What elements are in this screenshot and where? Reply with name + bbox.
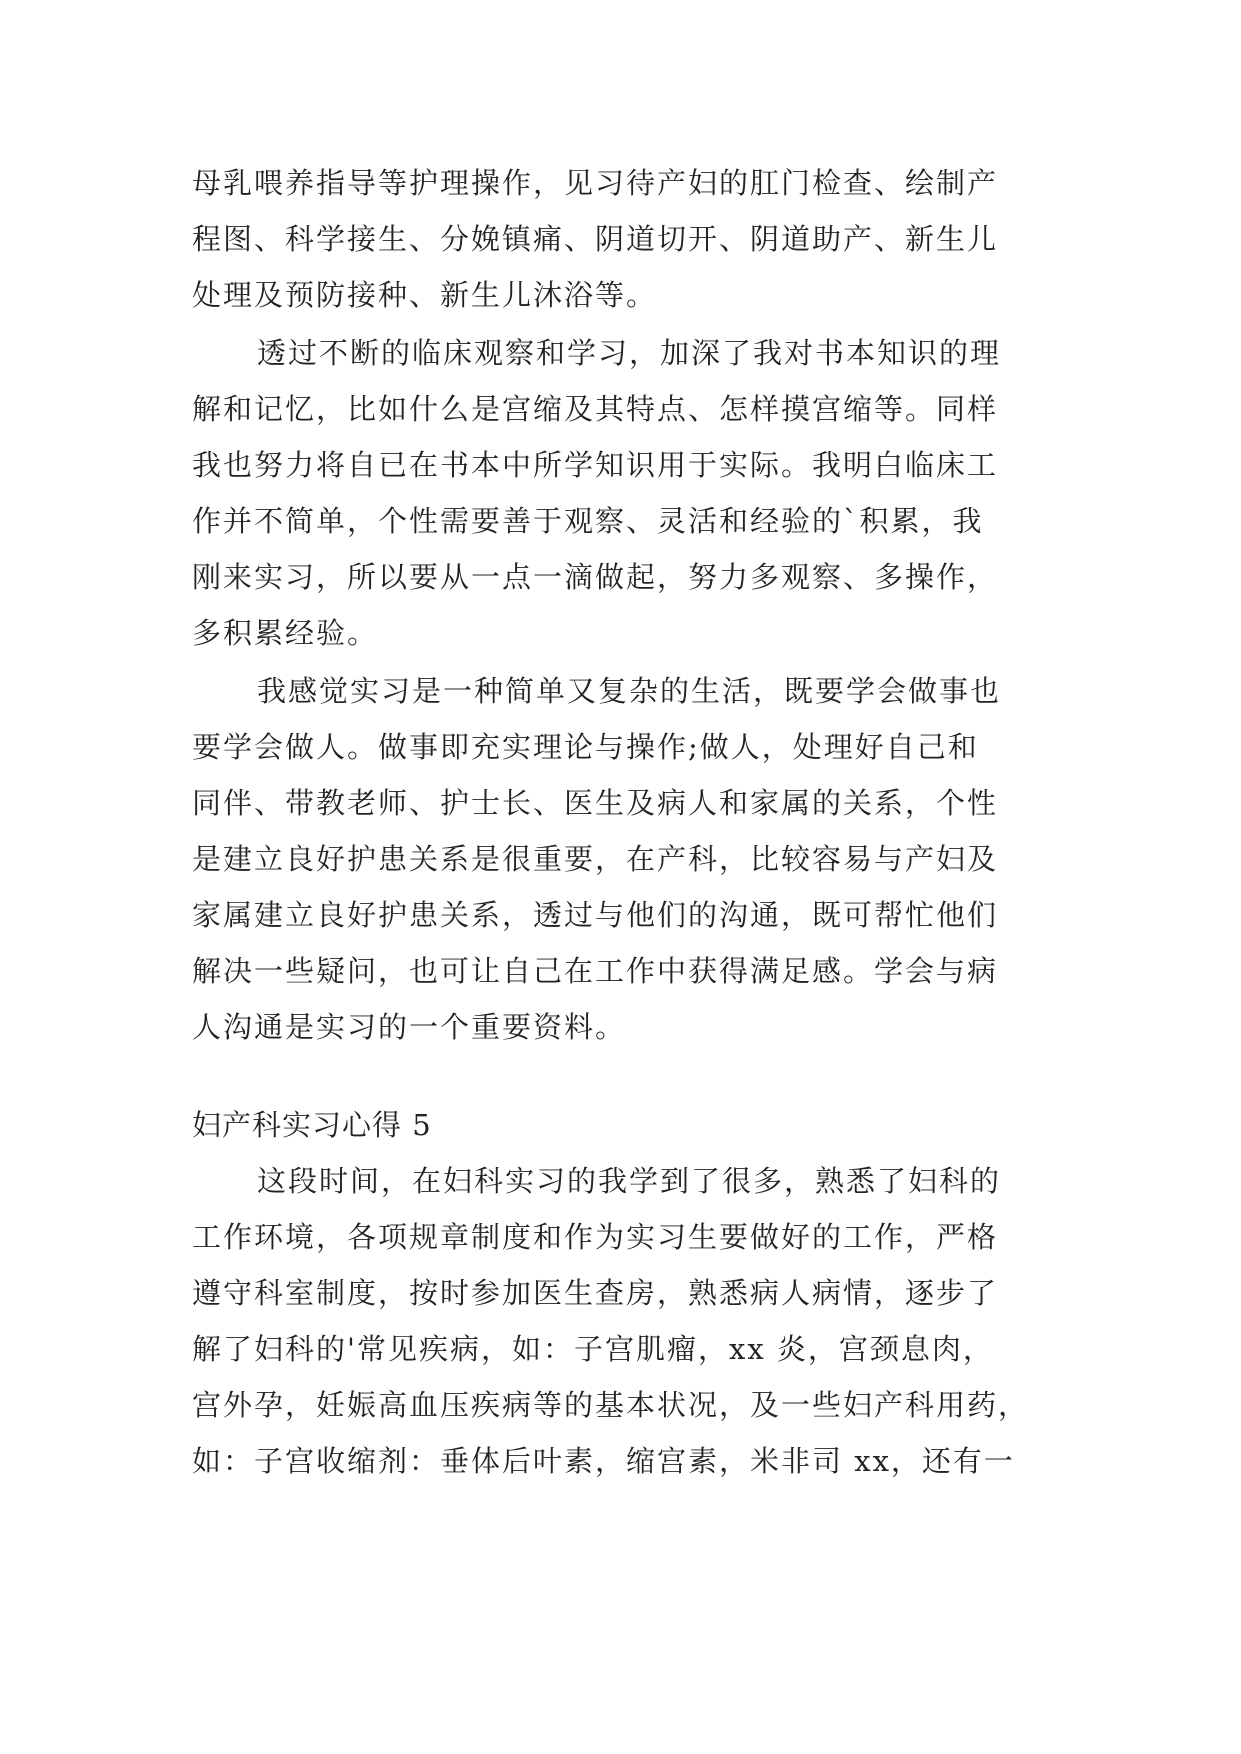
text-line: 家属建立良好护患关系，透过与他们的沟通，既可帮忙他们 (192, 898, 999, 932)
text-line: 我感觉实习是一种简单又复杂的生活，既要学会做事也 (257, 674, 1002, 708)
paragraph-4 (192, 1153, 1062, 1489)
text-line: 宫外孕，妊娠高血压疾病等的基本状况，及一些妇产科用药， (192, 1388, 1030, 1422)
text-line: 多积累经验。 (192, 616, 379, 650)
text-line: 解决一些疑问，也可让自己在工作中获得满足感。学会与病 (192, 954, 999, 988)
paragraph-2 (192, 325, 1062, 661)
paragraph-3 (192, 663, 1062, 1055)
text-line: 我也努力将自已在书本中所学知识用于实际。我明白临床工 (192, 448, 999, 482)
text-line: 程图、科学接生、分娩镇痛、阴道切开、阴道助产、新生儿 (192, 222, 999, 256)
text-line: 如：子宫收缩剂：垂体后叶素，缩宫素，米非司 xx，还有一 (192, 1444, 1015, 1478)
document-body (192, 155, 1062, 1489)
text-line: 遵守科室制度，按时参加医生查房，熟悉病人病情，逐步了 (192, 1276, 999, 1310)
paragraph-1 (192, 155, 1062, 323)
text-line: 处理及预防接种、新生儿沐浴等。 (192, 278, 658, 312)
text-line: 作并不简单，个性需要善于观察、灵活和经验的`积累，我 (192, 504, 984, 538)
text-line: 透过不断的临床观察和学习，加深了我对书本知识的理 (257, 336, 1002, 370)
text-line: 母乳喂养指导等护理操作，见习待产妇的肛门检查、绘制产 (192, 166, 999, 200)
text-line: 要学会做人。做事即充实理论与操作;做人，处理好自己和 (192, 730, 979, 764)
text-line: 刚来实习，所以要从一点一滴做起，努力多观察、多操作， (192, 560, 999, 594)
text-line: 工作环境，各项规章制度和作为实习生要做好的工作，严格 (192, 1220, 999, 1254)
text-line: 解了妇科的'常见疾病，如：子宫肌瘤，xx 炎，宫颈息肉， (192, 1332, 994, 1366)
text-line: 人沟通是实习的一个重要资料。 (192, 1010, 627, 1044)
text-line: 这段时间，在妇科实习的我学到了很多，熟悉了妇科的 (257, 1164, 1002, 1198)
section-heading: 妇产科实习心得 5 (192, 1108, 432, 1142)
text-line: 同伴、带教老师、护士长、医生及病人和家属的关系，个性 (192, 786, 999, 820)
text-line: 是建立良好护患关系是很重要，在产科，比较容易与产妇及 (192, 842, 999, 876)
text-line: 解和记忆，比如什么是宫缩及其特点、怎样摸宫缩等。同样 (192, 392, 999, 426)
